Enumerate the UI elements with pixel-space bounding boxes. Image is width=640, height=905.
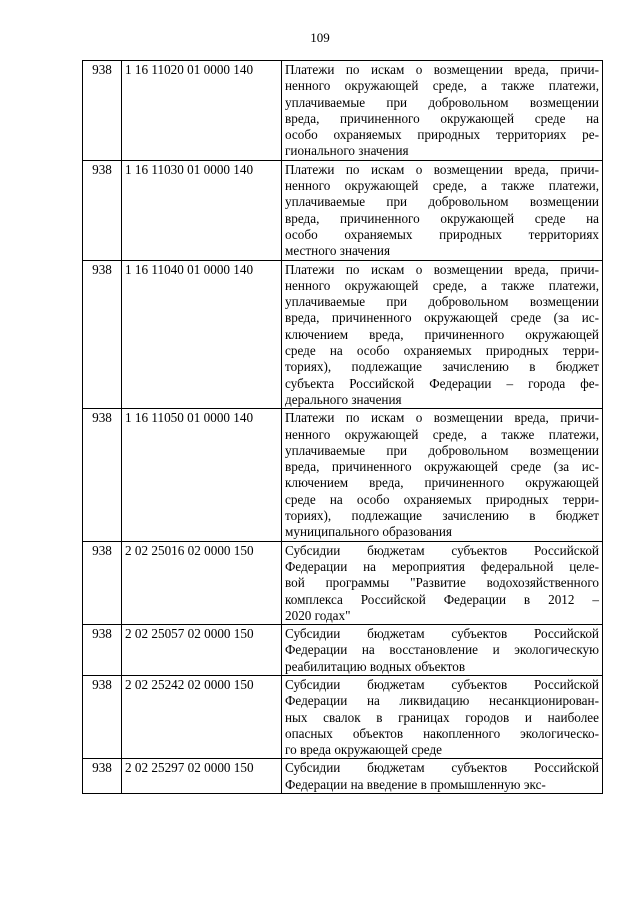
table-row <box>83 759 603 794</box>
description-line: уплачиваемые при добровольном возмещении <box>285 194 599 210</box>
admin-code-cell: 938 <box>83 625 122 676</box>
description-line: вреда, причиненного окружающей среде на <box>285 210 599 226</box>
description-line: среде на особо охраняемых природных терри- <box>285 343 599 359</box>
admin-code-cell: 938 <box>83 675 122 758</box>
description-line: уплачиваемые при добровольном возмещении <box>285 94 599 110</box>
description-line: ненного окружающей среде, а также платежи, <box>285 178 599 194</box>
revenue-description-cell <box>282 759 603 794</box>
description-line: уплачиваемые при добровольном возмещении <box>285 294 599 310</box>
budget-classification-code-cell: 1 16 11020 01 0000 140 <box>122 61 282 161</box>
admin-code-cell: 938 <box>83 409 122 541</box>
budget-codes-table <box>82 60 603 794</box>
description-line: Субсидии бюджетам субъектов Российской <box>285 760 599 776</box>
description-line: реабилитацию водных объектов <box>285 658 466 674</box>
description-line: 2020 годах" <box>285 607 351 623</box>
description-line: среде на особо охраняемых природных терри- <box>285 491 599 507</box>
description-line: ненного окружающей среде, а также платежи, <box>285 277 599 293</box>
description-line: Федерации на восстановление и экологическую <box>285 642 599 658</box>
revenue-description-cell <box>282 625 603 676</box>
description-line: Субсидии бюджетам субъектов Российской <box>285 676 599 692</box>
description-line: вреда, причиненного окружающей среде на <box>285 110 599 126</box>
description-line: уплачиваемые при добровольном возмещении <box>285 442 599 458</box>
table-row <box>83 675 603 758</box>
table-row <box>83 409 603 541</box>
description-line: Субсидии бюджетам субъектов Российской <box>285 626 599 642</box>
description-line: особо охраняемых природных территориях <box>285 226 599 242</box>
budget-classification-code-cell: 1 16 11030 01 0000 140 <box>122 160 282 260</box>
description-line: го вреда окружающей среде <box>285 742 443 758</box>
description-line: Федерации на мероприятия федеральной целе- <box>285 558 599 574</box>
table-row <box>83 625 603 676</box>
description-line: вреда, причиненного окружающей среде (за ис- <box>285 459 599 475</box>
description-line: ключением вреда, причиненного окружающей <box>285 475 599 491</box>
description-line: Платежи по искам о возмещении вреда, причи- <box>285 62 599 77</box>
description-line: ненного окружающей среде, а также платежи, <box>285 426 599 442</box>
description-line: ных свалок в границах городов и наиболее <box>285 709 599 725</box>
description-line: муниципального образования <box>285 524 452 540</box>
description-line: гионального значения <box>285 143 409 159</box>
budget-classification-code-cell: 2 02 25016 02 0000 150 <box>122 541 282 624</box>
table-row <box>83 541 603 624</box>
budget-classification-code-cell: 2 02 25057 02 0000 150 <box>122 625 282 676</box>
description-line: Платежи по искам о возмещении вреда, причи- <box>285 410 599 426</box>
description-line: Федерации на ликвидацию несанкционирован- <box>285 693 599 709</box>
description-line: вреда, причиненного окружающей среде (за ис- <box>285 310 599 326</box>
description-line: опасных объектов накопленного экологическо- <box>285 725 599 741</box>
table-row <box>83 61 603 161</box>
description-line: Платежи по искам о возмещении вреда, причи- <box>285 161 599 177</box>
description-line: ториях), подлежащие зачислению в бюджет <box>285 359 599 375</box>
description-line: Платежи по искам о возмещении вреда, причи- <box>285 261 599 277</box>
table-body <box>83 61 603 794</box>
revenue-description-cell <box>282 260 603 409</box>
revenue-description-cell <box>282 541 603 624</box>
revenue-description-cell <box>282 675 603 758</box>
description-line: комплекса Российской Федерации в 2012 – <box>285 591 599 607</box>
page-number: 109 <box>310 30 330 45</box>
description-line: ториях), подлежащие зачислению в бюджет <box>285 508 599 524</box>
description-line: местного значения <box>285 243 391 259</box>
revenue-description-cell <box>282 61 603 161</box>
description-line: субъекта Российской Федерации – города фе- <box>285 375 599 391</box>
admin-code-cell: 938 <box>83 541 122 624</box>
admin-code-cell: 938 <box>83 160 122 260</box>
revenue-description-cell <box>282 160 603 260</box>
admin-code-cell: 938 <box>83 260 122 409</box>
description-line: особо охраняемых природных территориях ре- <box>285 127 599 143</box>
revenue-description-cell <box>282 409 603 541</box>
table-row <box>83 260 603 409</box>
admin-code-cell: 938 <box>83 61 122 161</box>
budget-classification-code-cell: 1 16 11050 01 0000 140 <box>122 409 282 541</box>
description-line: Субсидии бюджетам субъектов Российской <box>285 542 599 558</box>
description-line: Федерации на введение в промышленную экс- <box>285 776 546 792</box>
description-line: дерального значения <box>285 391 402 407</box>
description-line: ненного окружающей среде, а также платежи, <box>285 78 599 94</box>
budget-classification-code-cell: 2 02 25242 02 0000 150 <box>122 675 282 758</box>
description-line: ключением вреда, причиненного окружающей <box>285 326 599 342</box>
budget-classification-code-cell: 1 16 11040 01 0000 140 <box>122 260 282 409</box>
description-line: вой программы "Развитие водохозяйственного <box>285 575 599 591</box>
admin-code-cell: 938 <box>83 759 122 794</box>
budget-classification-code-cell: 2 02 25297 02 0000 150 <box>122 759 282 794</box>
table-row <box>83 160 603 260</box>
